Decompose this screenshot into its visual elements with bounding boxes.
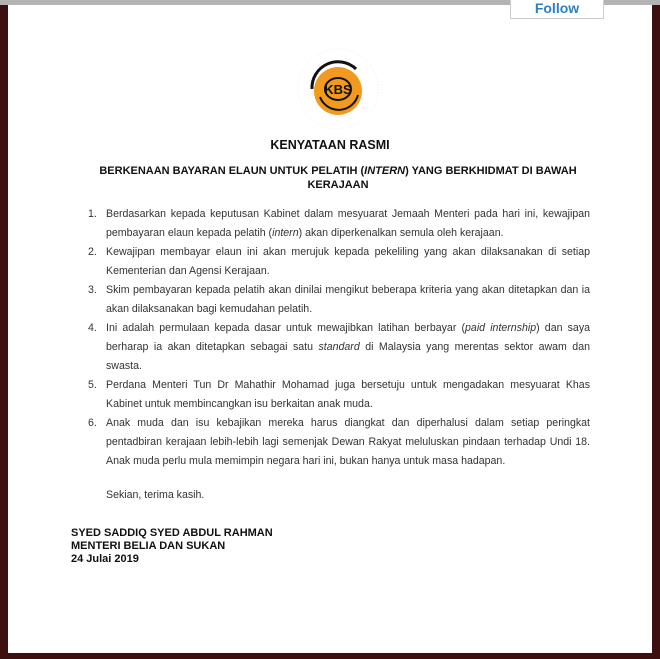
- item-text: Anak muda dan isu kebajikan mereka harus diangkat dan diperhalusi dalam setiap peringkat pentadbiran kerajaan lebih-lebih lagi semenjak Dewan Rakyat meluluskan pindaan terhadap Undi 18. Anak muda perlu mula memimpin negara hari ini, bukan hanya untuk masa hadapan.: [106, 417, 590, 467]
- item-text: Skim pembayaran kepada pelatih akan dinilai mengikut beberapa kriteria yang akan ditetapkan dan ia akan dilaksanakan bagi kemudahan pelatih.: [106, 284, 590, 315]
- document-title: KENYATAAN RASMI: [270, 138, 390, 152]
- item-number: 6.: [88, 417, 97, 429]
- list-item: [78, 376, 590, 414]
- item-number: 3.: [88, 284, 97, 296]
- item-italic: standard: [318, 341, 360, 353]
- item-italic: paid internship: [465, 322, 537, 334]
- document-subtitle: [78, 164, 598, 192]
- item-text: Kewajipan membayar elaun ini akan merujuk kepada pekeliling yang akan dilaksanakan di setiap Kementerian dan Agensi Kerajaan.: [106, 246, 590, 277]
- item-number: 4.: [88, 322, 97, 334]
- item-number: 1.: [88, 208, 97, 220]
- item-number: 2.: [88, 246, 97, 258]
- item-text: Ini adalah permulaan kepada dasar untuk mewajibkan latihan berbayar (: [106, 322, 466, 334]
- list-item: [78, 319, 590, 376]
- press-statement-document: [8, 5, 652, 653]
- subtitle-italic: INTERN: [364, 165, 406, 177]
- follow-button[interactable]: Follow: [510, 0, 604, 19]
- item-italic: intern: [272, 227, 299, 239]
- item-text: di Malaysia yang merentas sektor awam dan swasta.: [106, 341, 590, 372]
- kbs-logo: [294, 45, 382, 133]
- list-item: [78, 281, 590, 319]
- statement-list: [78, 205, 590, 471]
- item-text: ) dan saya berharap ia akan ditetapkan sebagai satu: [106, 322, 591, 353]
- signature-block: [71, 527, 273, 566]
- statement-date: 24 Julai 2019: [71, 553, 139, 565]
- subtitle-text: BERKENAAN BAYARAN ELAUN UNTUK PELATIH (: [99, 165, 365, 177]
- subtitle-text: ) YANG BERKHIDMAT DI BAWAH KERAJAAN: [307, 165, 577, 191]
- item-text: Perdana Menteri Tun Dr Mahathir Mohamad juga bersetuju untuk mengadakan mesyuarat Khas Kabinet untuk membincangkan isu berkaitan anak muda.: [106, 379, 590, 410]
- list-item: [78, 414, 590, 471]
- closing-text: Sekian, terima kasih.: [106, 489, 205, 501]
- svg-text:KBS: KBS: [324, 82, 352, 97]
- item-text: ) akan diperkenalkan semula oleh kerajaan.: [298, 227, 504, 239]
- signatory-position: MENTERI BELIA DAN SUKAN: [71, 540, 226, 552]
- item-number: 5.: [88, 379, 97, 391]
- list-item: [78, 243, 590, 281]
- item-text: Berdasarkan kepada keputusan Kabinet dalam mesyuarat Jemaah Menteri pada hari ini, kewajipan pembayaran elaun kepada pelatih (: [106, 208, 590, 239]
- signatory-name: SYED SADDIQ SYED ABDUL RAHMAN: [71, 527, 273, 539]
- list-item: [78, 205, 590, 243]
